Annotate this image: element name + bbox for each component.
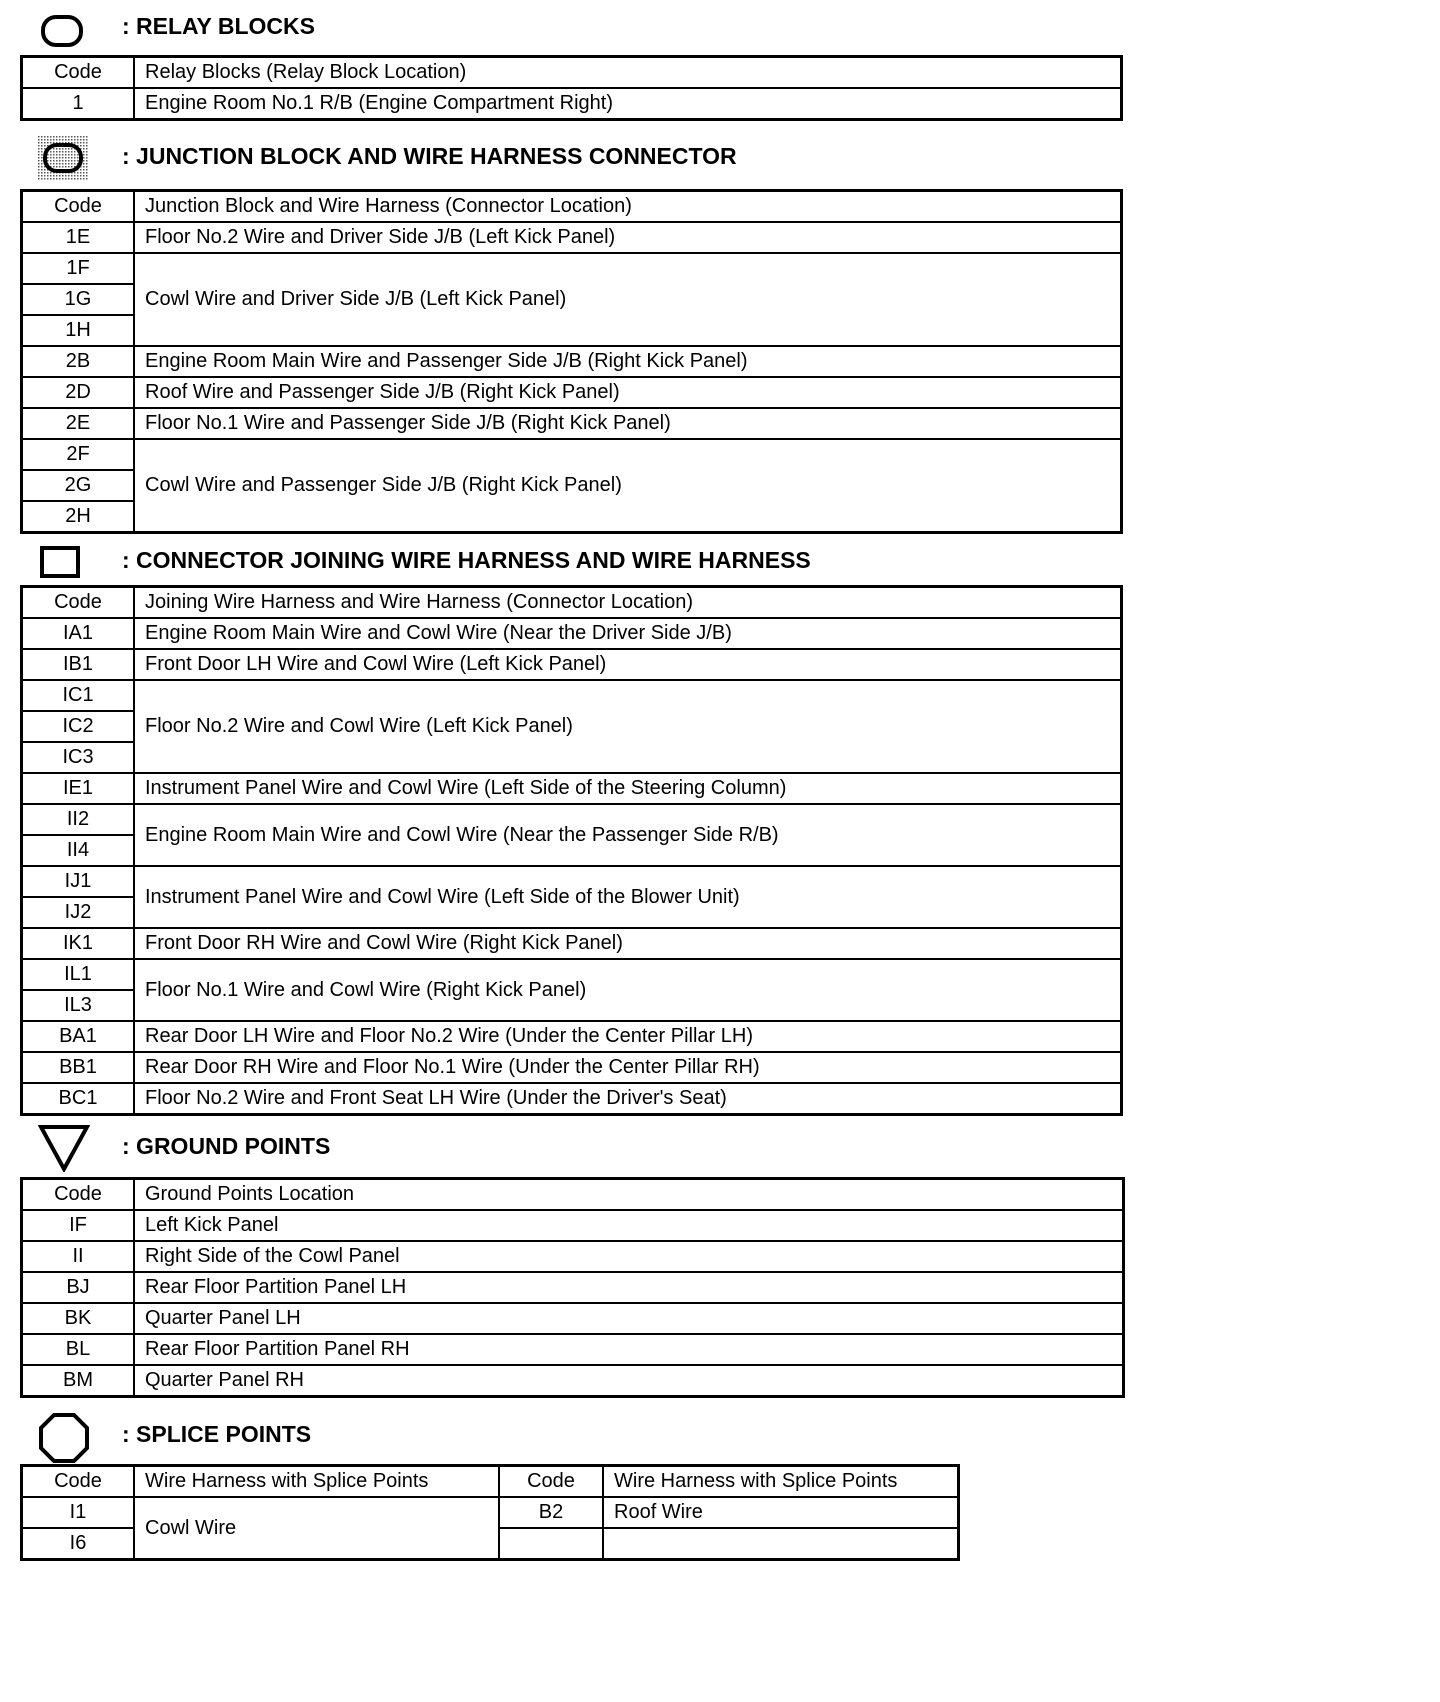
row-code: II (22, 1241, 135, 1272)
table-row (22, 1303, 1124, 1334)
row-desc: Floor No.2 Wire and Driver Side J/B (Left Kick Panel) (134, 222, 1122, 253)
row-code: IL1 (22, 959, 135, 990)
row-desc: Front Door LH Wire and Cowl Wire (Left Kick Panel) (134, 649, 1122, 680)
rectangle-icon (40, 546, 80, 578)
table-row (22, 680, 1122, 711)
row-code: IC3 (22, 742, 135, 773)
row-desc: Rear Door LH Wire and Floor No.2 Wire (Under the Center Pillar LH) (134, 1021, 1122, 1052)
row-desc: Instrument Panel Wire and Cowl Wire (Left Side of the Steering Column) (134, 773, 1122, 804)
row-desc: Floor No.2 Wire and Cowl Wire (Left Kick Panel) (134, 680, 1122, 773)
header-code: Code (22, 1179, 135, 1211)
section-title: : RELAY BLOCKS (122, 13, 315, 39)
row-desc: Cowl Wire and Driver Side J/B (Left Kick Panel) (134, 253, 1122, 346)
row-desc: Left Kick Panel (134, 1210, 1124, 1241)
table-row (22, 928, 1122, 959)
table-header-row (22, 1179, 1124, 1211)
table-header-row (22, 587, 1122, 619)
shaded-rounded-rect-icon (38, 136, 88, 180)
row-desc: Floor No.1 Wire and Passenger Side J/B (Right Kick Panel) (134, 408, 1122, 439)
table-header-row (22, 57, 1122, 89)
row-desc: Engine Room No.1 R/B (Engine Compartment Right) (134, 88, 1122, 120)
section-title: : JUNCTION BLOCK AND WIRE HARNESS CONNECTOR (122, 143, 737, 169)
row-desc: Instrument Panel Wire and Cowl Wire (Left Side of the Blower Unit) (134, 866, 1122, 928)
row-desc: Engine Room Main Wire and Cowl Wire (Near the Driver Side J/B) (134, 618, 1122, 649)
ground-points-table (20, 1177, 1125, 1398)
header-code: Code (22, 57, 135, 89)
table-row (22, 377, 1122, 408)
row-desc: Rear Door RH Wire and Floor No.1 Wire (Under the Center Pillar RH) (134, 1052, 1122, 1083)
row-code: IF (22, 1210, 135, 1241)
row-desc: Cowl Wire (134, 1497, 499, 1560)
row-code: IC2 (22, 711, 135, 742)
relay-blocks-table (20, 55, 1123, 121)
table-row (22, 618, 1122, 649)
splice-points-table (20, 1464, 960, 1561)
row-code: IB1 (22, 649, 135, 680)
table-header-row (22, 191, 1122, 223)
row-code: 1E (22, 222, 135, 253)
table-row (22, 1334, 1124, 1365)
section-junction-block (0, 134, 1300, 194)
row-code: 2F (22, 439, 135, 470)
table-row (22, 1210, 1124, 1241)
connector-joining-table (20, 585, 1123, 1116)
table-row (22, 1021, 1122, 1052)
row-code: 2E (22, 408, 135, 439)
row-code: II2 (22, 804, 135, 835)
row-code: 2B (22, 346, 135, 377)
header-desc: Wire Harness with Splice Points (134, 1466, 499, 1498)
row-code: IE1 (22, 773, 135, 804)
row-code: 1F (22, 253, 135, 284)
row-code: 1H (22, 315, 135, 346)
table-row (22, 1272, 1124, 1303)
table-row (22, 649, 1122, 680)
row-code: 2D (22, 377, 135, 408)
row-code: BJ (22, 1272, 135, 1303)
table-row (22, 1365, 1124, 1397)
row-code: 2H (22, 501, 135, 533)
row-code: II4 (22, 835, 135, 866)
row-code: I1 (22, 1497, 135, 1528)
row-code: IL3 (22, 990, 135, 1021)
row-code: I6 (22, 1528, 135, 1560)
row-code: IJ1 (22, 866, 135, 897)
table-row (22, 346, 1122, 377)
row-code: 1G (22, 284, 135, 315)
table-row (22, 253, 1122, 284)
row-code: IK1 (22, 928, 135, 959)
header-desc: Ground Points Location (134, 1179, 1124, 1211)
row-code: BM (22, 1365, 135, 1397)
header-code: Code (22, 587, 135, 619)
row-desc: Rear Floor Partition Panel RH (134, 1334, 1124, 1365)
header-desc-2: Wire Harness with Splice Points (603, 1466, 959, 1498)
octagon-icon (38, 1412, 90, 1464)
row-code: BK (22, 1303, 135, 1334)
row-code-2: B2 (499, 1497, 603, 1528)
table-row (22, 959, 1122, 990)
row-desc: Roof Wire and Passenger Side J/B (Right Kick Panel) (134, 377, 1122, 408)
table-row (22, 804, 1122, 835)
junction-block-table (20, 189, 1123, 534)
section-title: : GROUND POINTS (122, 1133, 331, 1159)
table-row (22, 1052, 1122, 1083)
row-code: BL (22, 1334, 135, 1365)
row-code: IC1 (22, 680, 135, 711)
header-desc: Joining Wire Harness and Wire Harness (Connector Location) (134, 587, 1122, 619)
header-desc: Relay Blocks (Relay Block Location) (134, 57, 1122, 89)
row-desc-2: Roof Wire (603, 1497, 959, 1528)
table-row (22, 408, 1122, 439)
table-row (22, 866, 1122, 897)
row-desc: Quarter Panel LH (134, 1303, 1124, 1334)
header-code: Code (22, 1466, 135, 1498)
row-desc: Rear Floor Partition Panel LH (134, 1272, 1124, 1303)
section-title: : CONNECTOR JOINING WIRE HARNESS AND WIRE HARNESS (122, 547, 811, 573)
table-row (22, 773, 1122, 804)
row-desc: Cowl Wire and Passenger Side J/B (Right Kick Panel) (134, 439, 1122, 533)
row-code: IJ2 (22, 897, 135, 928)
row-desc: Floor No.1 Wire and Cowl Wire (Right Kick Panel) (134, 959, 1122, 1021)
row-code: BB1 (22, 1052, 135, 1083)
row-desc: Front Door RH Wire and Cowl Wire (Right Kick Panel) (134, 928, 1122, 959)
row-desc: Right Side of the Cowl Panel (134, 1241, 1124, 1272)
row-desc: Floor No.2 Wire and Front Seat LH Wire (Under the Driver's Seat) (134, 1083, 1122, 1115)
header-desc: Junction Block and Wire Harness (Connector Location) (134, 191, 1122, 223)
row-desc: Engine Room Main Wire and Passenger Side J/B (Right Kick Panel) (134, 346, 1122, 377)
row-code-2-empty (499, 1528, 603, 1560)
section-splice-points (0, 1412, 1300, 1472)
row-code: BC1 (22, 1083, 135, 1115)
table-row (22, 1497, 959, 1528)
table-row (22, 222, 1122, 253)
row-desc: Quarter Panel RH (134, 1365, 1124, 1397)
header-code: Code (22, 191, 135, 223)
header-code-2: Code (499, 1466, 603, 1498)
row-desc-2-empty (603, 1528, 959, 1560)
section-title: : SPLICE POINTS (122, 1421, 312, 1447)
row-code: 1 (22, 88, 135, 120)
table-row (22, 88, 1122, 120)
triangle-down-icon (38, 1124, 90, 1172)
section-ground-points (0, 1122, 1300, 1182)
row-code: BA1 (22, 1021, 135, 1052)
row-code: 2G (22, 470, 135, 501)
row-code: IA1 (22, 618, 135, 649)
row-desc: Engine Room Main Wire and Cowl Wire (Near the Passenger Side R/B) (134, 804, 1122, 866)
table-row (22, 439, 1122, 470)
table-row (22, 1083, 1122, 1115)
rounded-rect-icon (40, 14, 84, 48)
table-row (22, 1241, 1124, 1272)
table-header-row (22, 1466, 959, 1498)
